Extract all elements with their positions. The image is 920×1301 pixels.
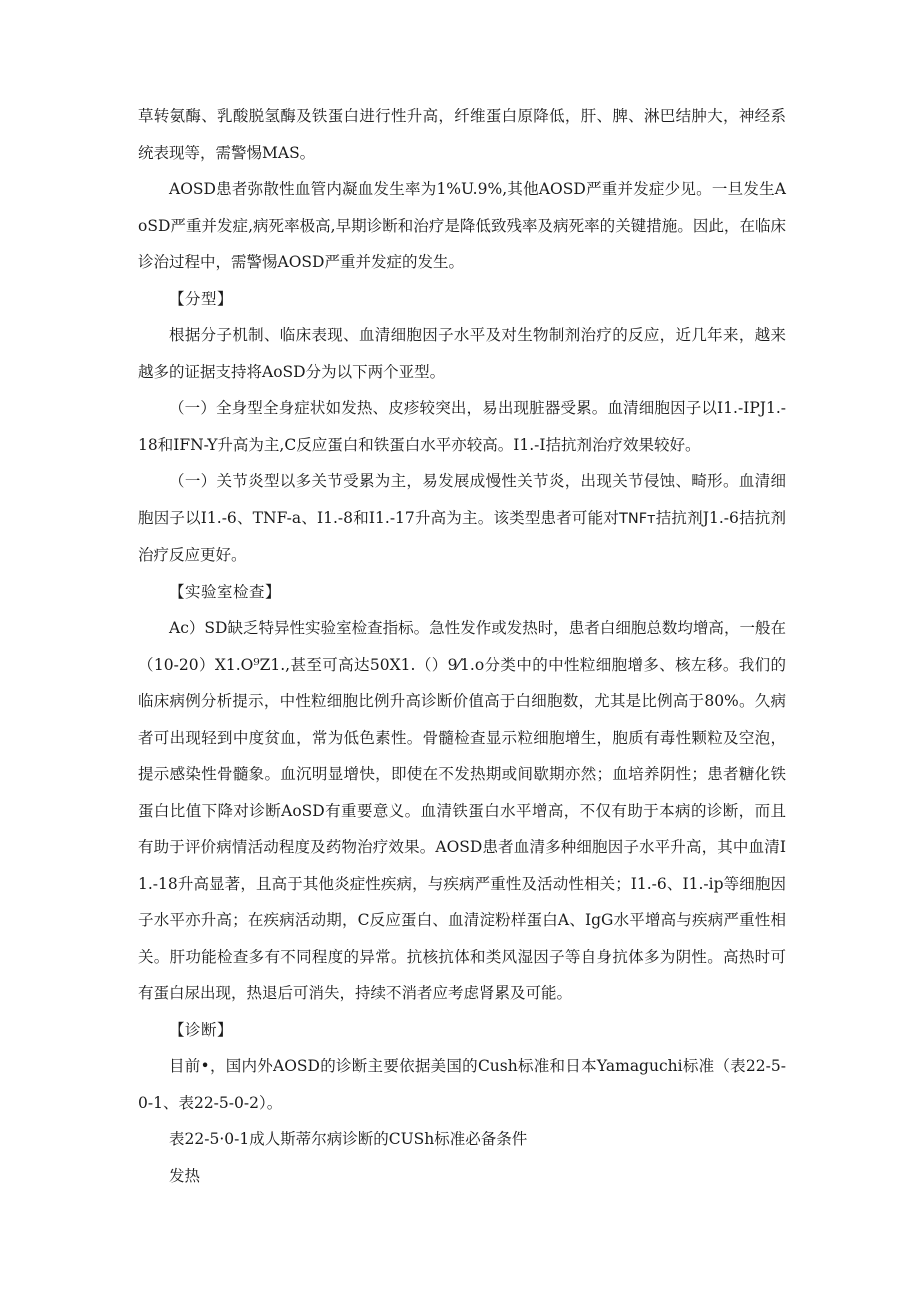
section-heading-classification: 【分型】 — [169, 289, 234, 308]
arthritis-type-text-c: 拮抗剂J1.-6拮抗剂治疗反应更好。 — [138, 508, 786, 564]
paragraph-mas-warning: 草转氨酶、乳酸脱氢酶及铁蛋白进行性升高，纤维蛋白原降低，肝、脾、淋巴结肿大，神经系统表现等，需警惕MAS。 — [138, 107, 786, 162]
table-caption: 表22-5·0-1成人斯蒂尔病诊断的CUSh标准必备条件 — [169, 1130, 528, 1148]
paragraph-diagnosis: 目前•，国内外AOSD的诊断主要依据美国的Cush标准和日本Yamaguchi标准（表22-5-0-1、表22-5-0-2）。 — [138, 1057, 786, 1112]
section-heading-diagnosis: 【诊断】 — [169, 1020, 234, 1039]
paragraph-complications: AOSD患者弥散性血管内凝血发生率为1%U.9%,其他AOSD严重并发症少见。一旦发生AoSD严重并发症,病死率极高,早期诊断和治疗是降低致残率及病死率的关键措施。因此，在临床诊治过程中，需警惕AOSD严重并发症的发生。 — [138, 180, 786, 271]
document-page — [138, 98, 786, 1194]
paragraph-arthritis-type — [138, 463, 786, 574]
paragraph-systemic-type: （一）全身型全身症状如发热、皮疹较突出，易出现脏器受累。血清细胞因子以I1.-IPJ1.-18和IFN-Y升高为主,C反应蛋白和铁蛋白水平亦较高。I1.-I拮抗剂治疗效果较好。 — [138, 399, 786, 454]
table-item-fever: 发热 — [169, 1166, 201, 1185]
arthritis-type-text-a: （一）关节炎型以多关节受累为主，易发展成慢性关节炎，出现关节侵蚀、畸形。血清细胞因子以I1.-6、TNF-a、I1.-8和I1.-17升高为主。该类型患者可能对 — [138, 472, 786, 527]
paragraph-classification-intro: 根据分子机制、临床表现、血清细胞因子水平及对生物制剂治疗的反应，近几年来，越来越多的证据支持将AoSD分为以下两个亚型。 — [138, 326, 786, 381]
paragraph-lab-tests: Ac）SD缺乏特异性实验室检查指标。急性发作或发热时，患者白细胞总数均增高，一般在（10-20）X1.O⁹Z1.,甚至可高达50X1.（）9⁄1.o分类中的中性粒细胞增多、核左移。我们的临床病例分析提示，中性粒细胞比例升高诊断价值高于白细胞数，尤其是比例高于80%。久病者可出现轻到中度贫血，常为低色素性。骨髓检查显示粒细胞增生，胞质有毒性颗粒及空泡，提示感染性骨髓象。血沉明显增快，即使在不发热期或间歇期亦然；血培养阴性；患者糖化铁蛋白比值下降对诊断AoSD有重要意义。血清铁蛋白水平增高，不仅有助于本病的诊断，而且有助于评价病情活动程度及药物治疗效果。AOSD患者血清多种细胞因子水平升高，其中血清I1.-18升高显著，且高于其他炎症性疾病，与疾病严重性及活动性相关；I1.-6、I1.-ip等细胞因子水平亦升高；在疾病活动期，C反应蛋白、血清淀粉样蛋白A、IgG水平增高与疾病严重性相关。肝功能检查多有不同程度的异常。抗核抗体和类风湿因子等自身抗体多为阴性。高热时可有蛋白尿出现，热退后可消失，持续不消者应考虑肾累及可能。 — [138, 619, 786, 1002]
section-heading-lab-tests: 【实验室检查】 — [169, 582, 282, 601]
arthritis-type-tnf: TNFт — [619, 510, 656, 527]
